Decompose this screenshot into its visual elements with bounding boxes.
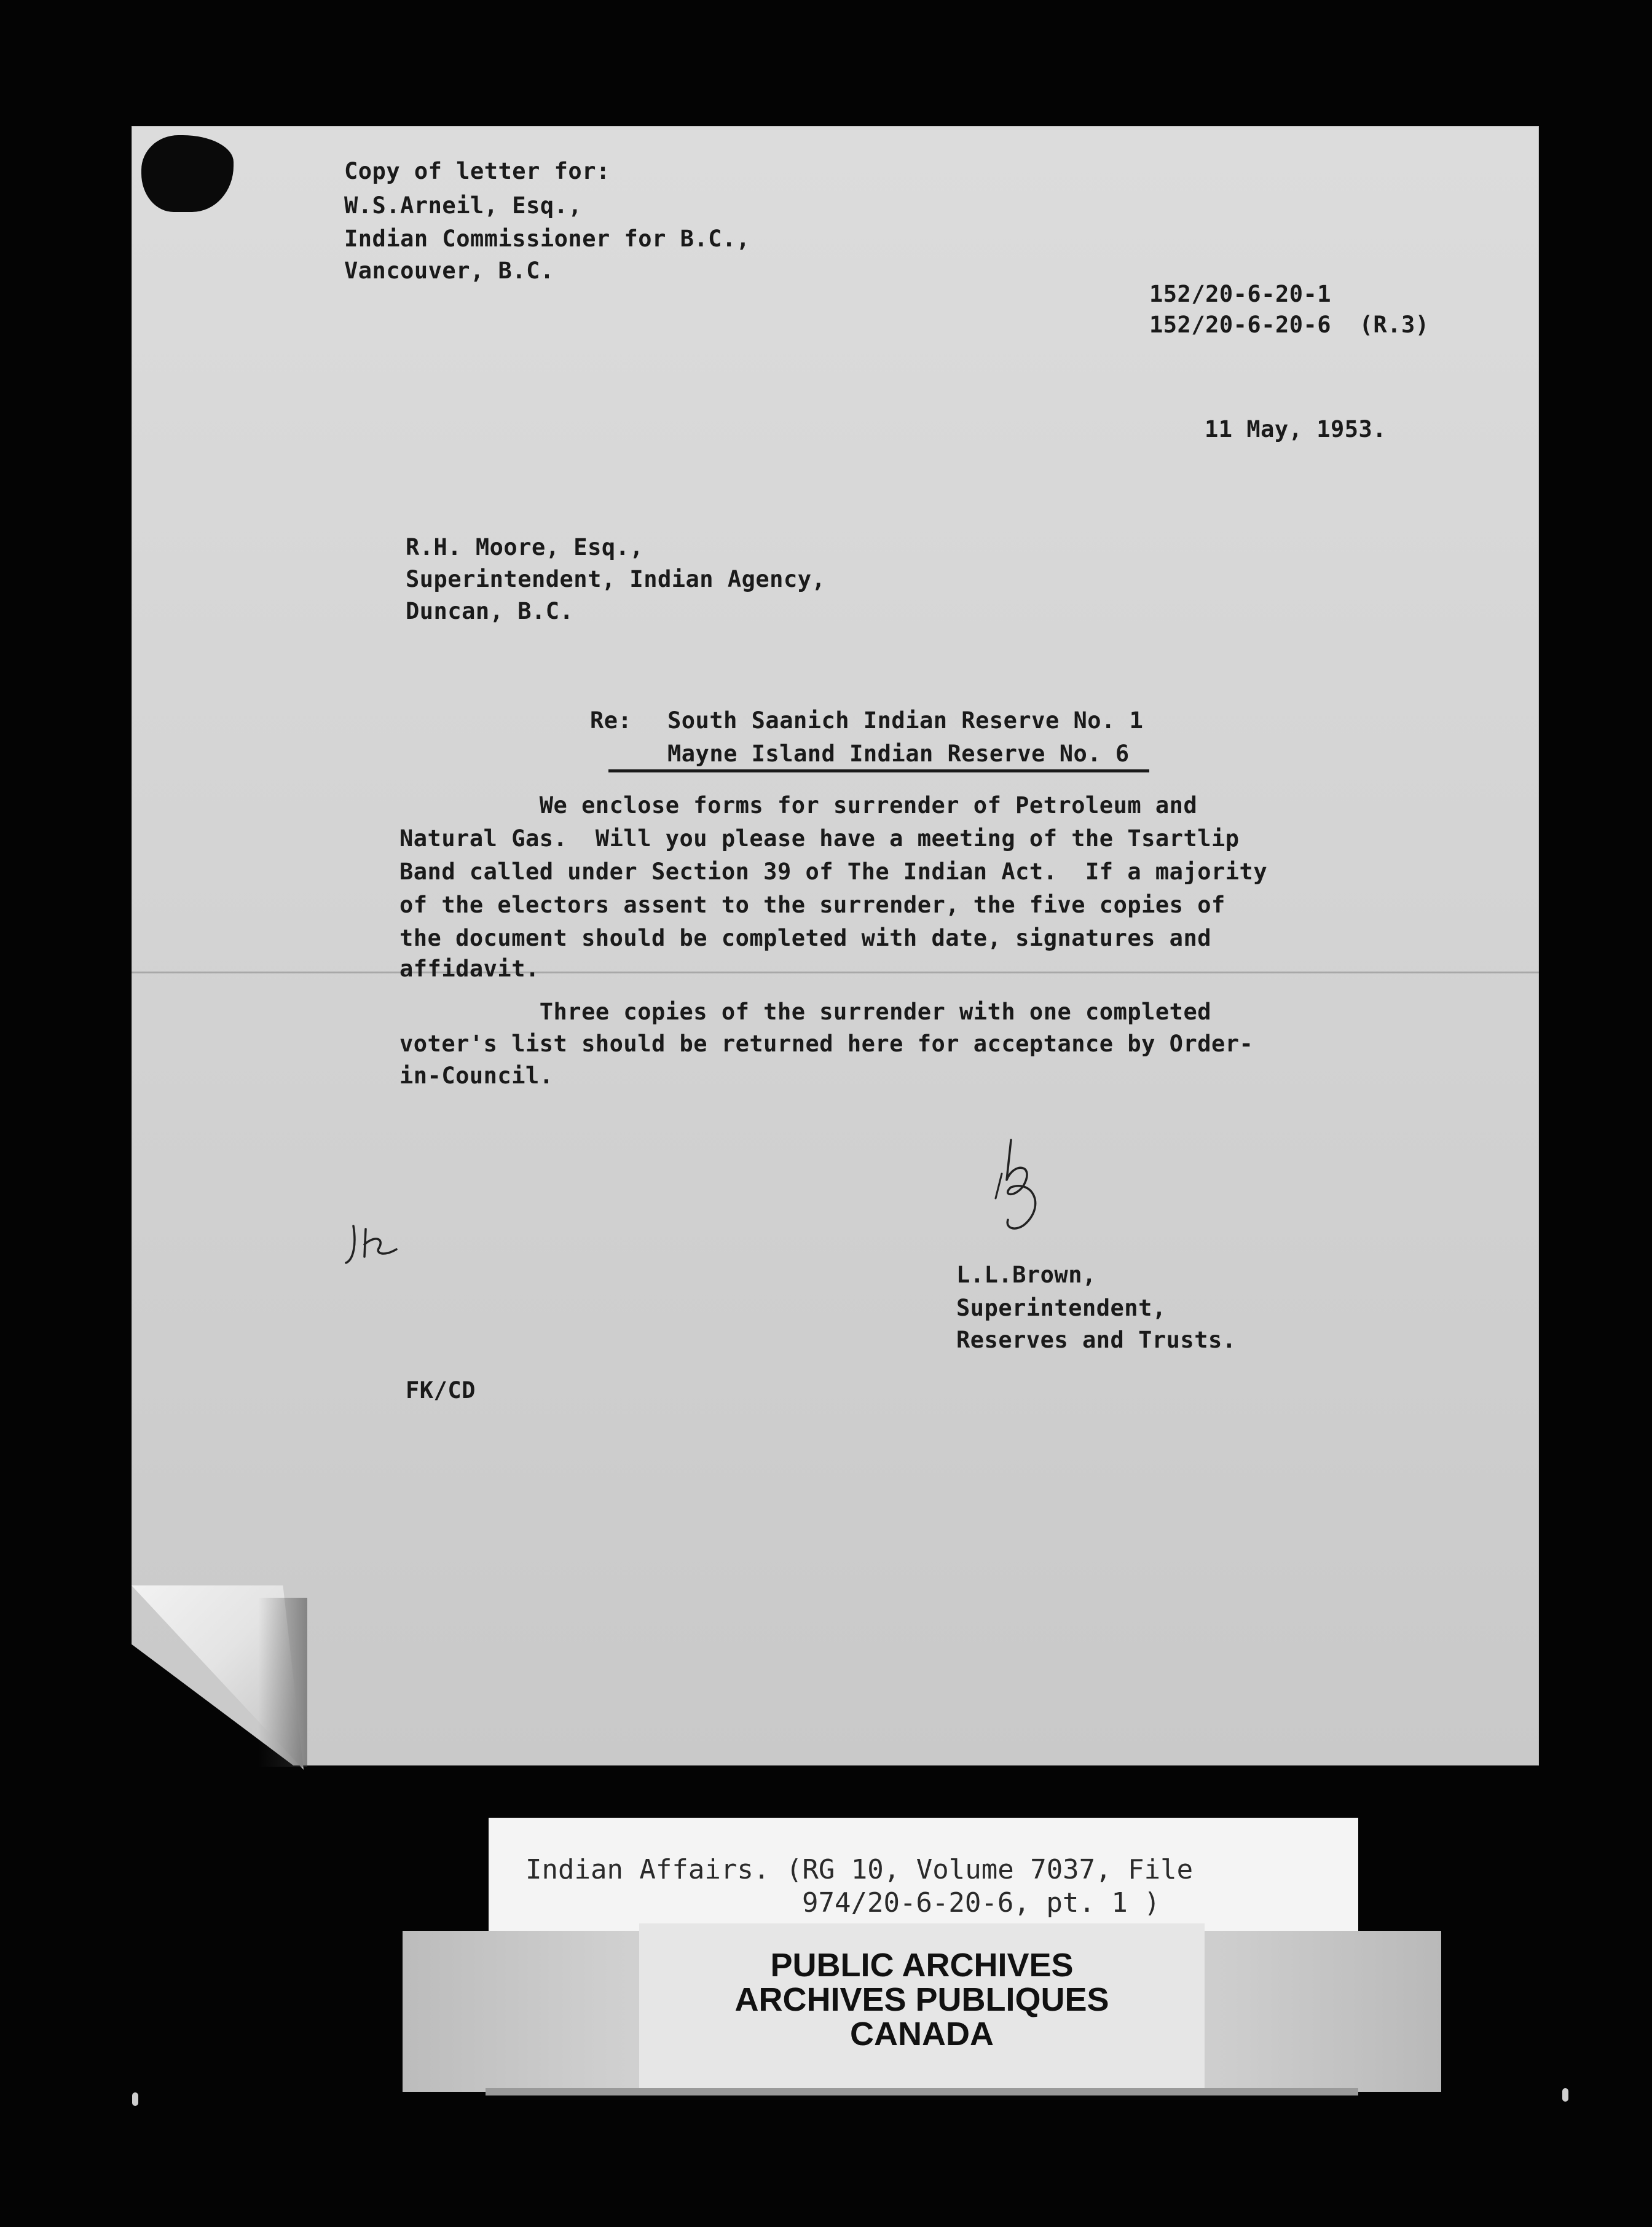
- recipient-line: R.H. Moore, Esq.,: [406, 534, 644, 560]
- body-line: voter's list should be returned here for acceptance by Order-: [399, 1031, 1254, 1057]
- copy-header-line: Vancouver, B.C.: [344, 257, 554, 284]
- film-mark: [132, 2092, 138, 2106]
- copy-header-line: W.S.Arneil, Esq.,: [344, 192, 583, 219]
- subject-line: South Saanich Indian Reserve No. 1: [667, 707, 1144, 734]
- signatory-line: Superintendent,: [956, 1295, 1166, 1321]
- letter-date: 11 May, 1953.: [1205, 416, 1387, 442]
- signatory-line: Reserves and Trusts.: [956, 1327, 1237, 1353]
- marginal-initials: [341, 1220, 415, 1275]
- body-line: We enclose forms for surrender of Petroleum and: [399, 792, 1198, 819]
- subject-underline: [608, 769, 1149, 772]
- archive-stamp: [639, 1923, 1205, 2092]
- file-reference: 152/20-6-20-6 (R.3): [1149, 312, 1430, 338]
- typist-reference: FK/CD: [406, 1377, 476, 1404]
- body-line: affidavit.: [399, 956, 540, 982]
- archive-stamp-line: CANADA: [850, 2016, 994, 2052]
- copy-header-line: Indian Commissioner for B.C.,: [344, 226, 750, 252]
- folded-corner-shadow: [258, 1598, 307, 1767]
- archive-stamp-edge: [486, 2088, 1358, 2095]
- body-line: of the electors assent to the surrender, the five copies of: [399, 892, 1225, 918]
- recipient-line: Duncan, B.C.: [406, 598, 574, 624]
- body-line: Band called under Section 39 of The Indian Act. If a majority: [399, 858, 1268, 885]
- subject-line: Mayne Island Indian Reserve No. 6: [667, 740, 1130, 767]
- archive-reference-line: 974/20-6-20-6, pt. 1 ): [802, 1887, 1160, 1919]
- paper-fold-line: [132, 972, 1539, 973]
- recipient-line: Superintendent, Indian Agency,: [406, 566, 826, 592]
- file-reference: 152/20-6-20-1: [1149, 281, 1332, 307]
- archive-reference-line: Indian Affairs. (RG 10, Volume 7037, File: [525, 1854, 1194, 1885]
- film-mark: [1562, 2088, 1568, 2102]
- body-line: Natural Gas. Will you please have a meeting of the Tsartlip: [399, 825, 1240, 852]
- copy-header-line: Copy of letter for:: [344, 158, 610, 184]
- subject-label: Re:: [590, 707, 632, 734]
- body-line: the document should be completed with date, signatures and: [399, 925, 1212, 951]
- handwritten-signature: [977, 1137, 1063, 1247]
- signatory-line: L.L.Brown,: [956, 1262, 1096, 1288]
- body-line: Three copies of the surrender with one completed: [399, 999, 1212, 1025]
- body-line: in-Council.: [399, 1062, 554, 1089]
- archive-stamp-line: ARCHIVES PUBLIQUES: [734, 1981, 1109, 2018]
- archive-stamp-line: PUBLIC ARCHIVES: [770, 1947, 1074, 1984]
